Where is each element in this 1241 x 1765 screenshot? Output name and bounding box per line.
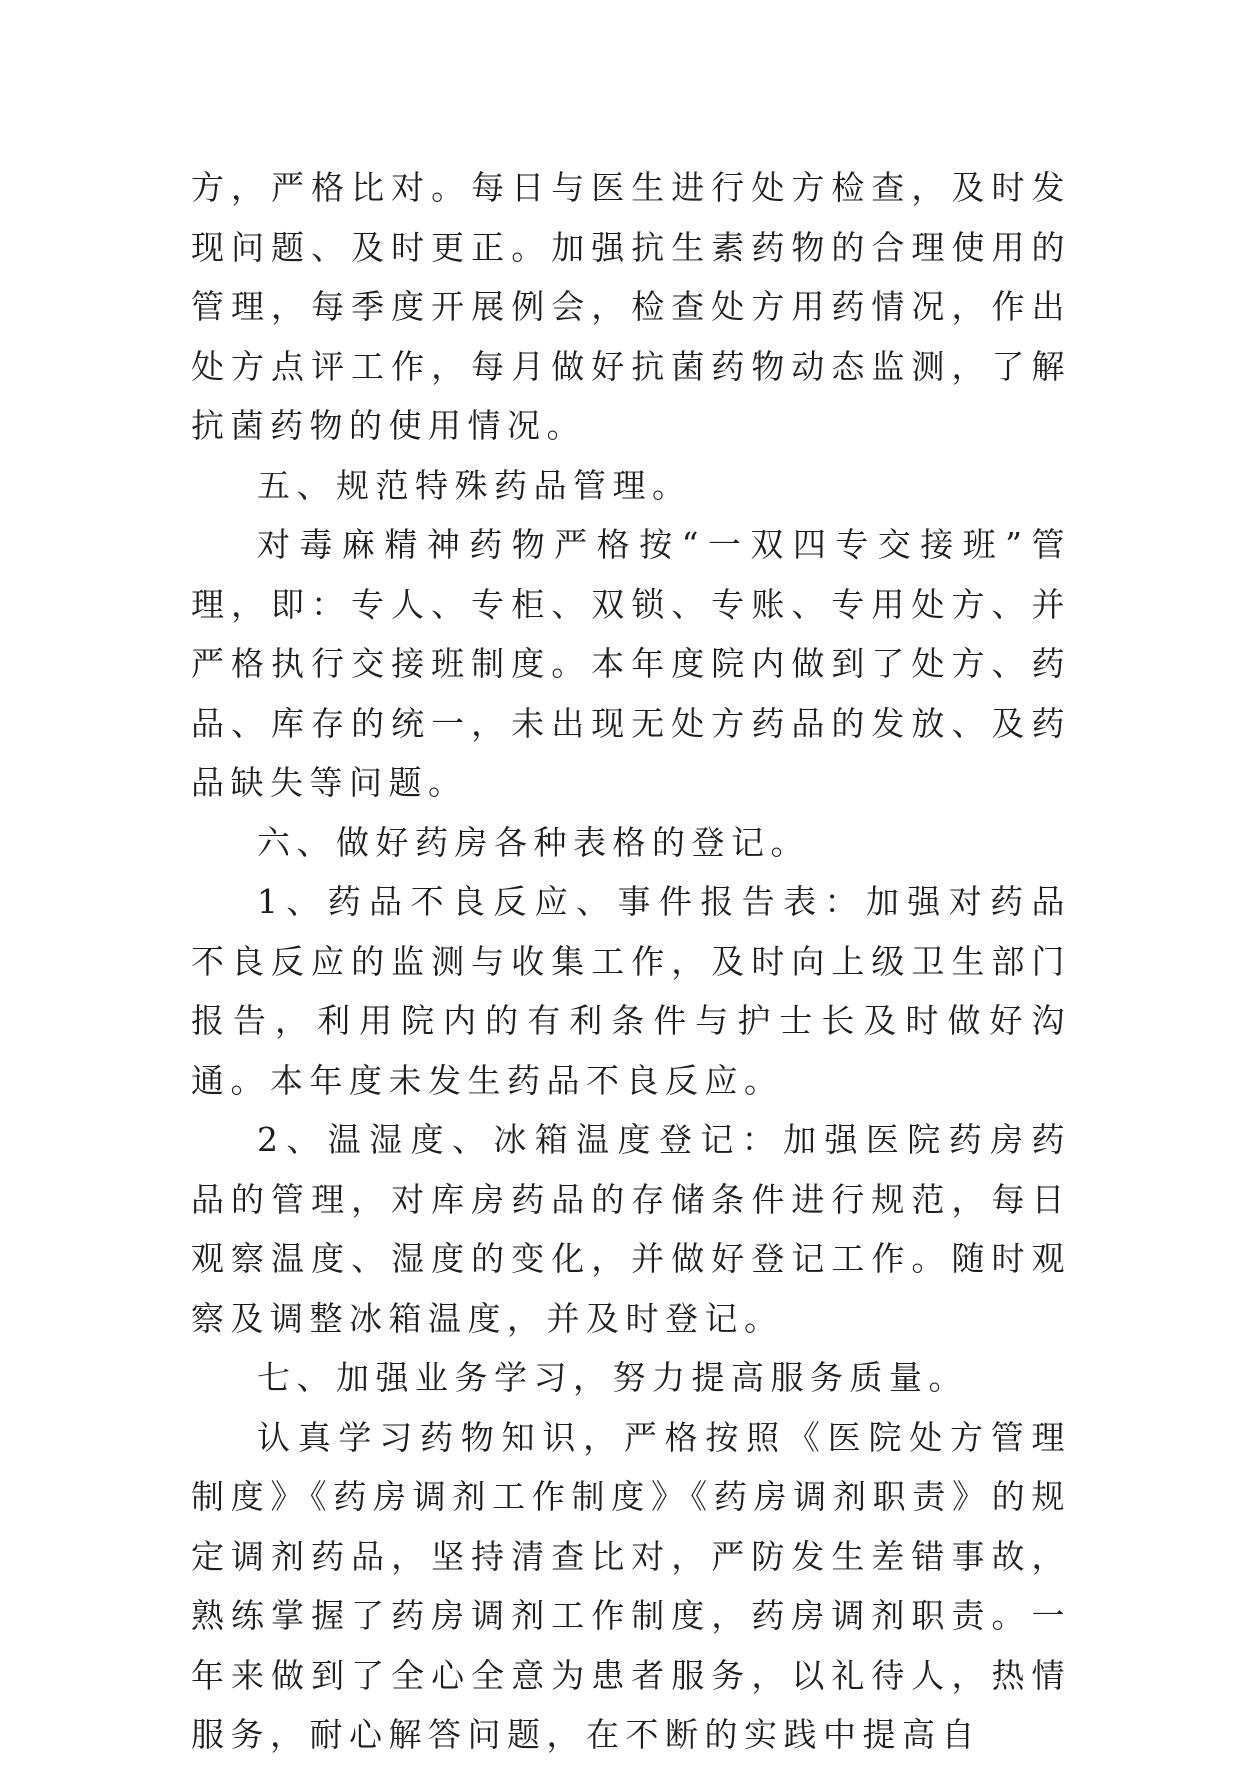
paragraph-prescription-check: 方，严格比对。每日与医生进行处方检查，及时发现问题、及时更正。加强抗生素药物的合理使用的管理，每季度开展例会，检查处方用药情况，作出处方点评工作，每月做好抗菌药物动态监测，了解抗菌药物的使用情况。 xyxy=(191,168,1071,445)
heading-pharmacy-forms: 六、做好药房各种表格的登记。 xyxy=(257,822,810,862)
paragraph-adverse-reaction-report: 1、药品不良反应、事件报告表：加强对药品不良反应的监测与收集工作，及时向上级卫生部门报告，利用院内的有利条件与护士长及时做好沟通。本年度未发生药品不良反应。 xyxy=(191,882,1071,1100)
paragraph-narcotic-drugs: 对毒麻精神药物严格按“一双四专交接班”管理，即：专人、专柜、双锁、专账、专用处方、并严格执行交接班制度。本年度院内做到了处方、药品、库存的统一，未出现无处方药品的发放、及药品缺失等问题。 xyxy=(191,525,1071,802)
heading-professional-study: 七、加强业务学习，努力提高服务质量。 xyxy=(257,1358,968,1397)
document-body xyxy=(191,158,1071,1765)
paragraph-temperature-humidity-log: 2、温湿度、冰箱温度登记：加强医院药房药品的管理，对库房药品的存储条件进行规范，每日观察温度、湿度的变化，并做好登记工作。随时观察及调整冰箱温度，并及时登记。 xyxy=(191,1120,1071,1338)
heading-special-drug-management: 五、规范特殊药品管理。 xyxy=(257,465,692,505)
paragraph-drug-knowledge-study: 认真学习药物知识，严格按照《医院处方管理制度》《药房调剂工作制度》《药房调剂职责》的规定调剂药品，坚持清查比对，严防发生差错事故，熟练掌握了药房调剂工作制度，药房调剂职责。一年来做到了全心全意为患者服务，以礼待人，热情服务，耐心解答问题，在不断的实践中提高自 xyxy=(191,1417,1071,1754)
